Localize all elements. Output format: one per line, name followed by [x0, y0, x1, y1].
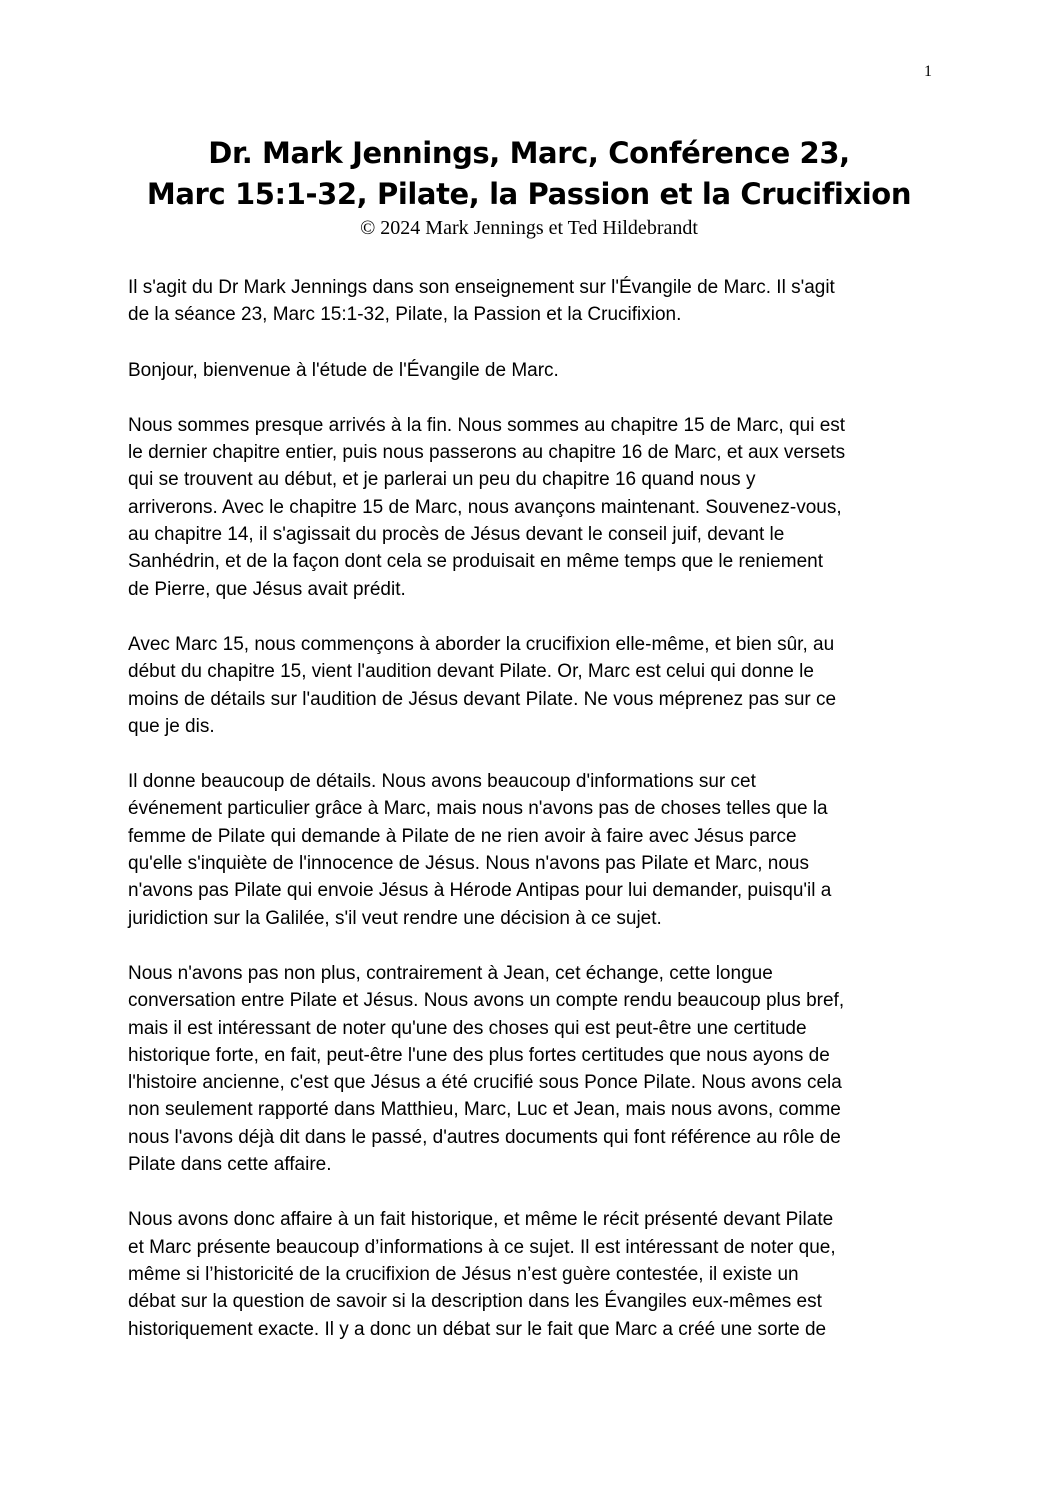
text-line: de Pierre, que Jésus avait prédit.: [128, 578, 406, 600]
text-line: Nous sommes presque arrivés à la fin. Nous sommes au chapitre 15 de Marc, qui est: [128, 414, 846, 436]
text-line: et Marc présente beaucoup d’informations à ce sujet. Il est intéressant de noter que,: [128, 1236, 836, 1258]
text-line: débat sur la question de savoir si la description dans les Évangiles eux-mêmes est: [128, 1291, 822, 1313]
copyright-notice: © 2024 Mark Jennings et Ted Hildebrandt: [360, 217, 698, 239]
paragraph: [128, 274, 934, 329]
page-number: 1: [924, 63, 932, 80]
text-line: n'avons pas Pilate qui envoie Jésus à Hérode Antipas pour lui demander, puisqu'il a: [128, 880, 832, 902]
text-line: mais il est intéressant de noter qu'une des choses qui est peut-être une certitude: [128, 1017, 807, 1039]
text-line: Sanhédrin, et de la façon dont cela se produisait en même temps que le reniement: [128, 551, 823, 573]
document-title-line-2: Marc 15:1-32, Pilate, la Passion et la Crucifixion: [146, 177, 912, 211]
body-text: [128, 274, 934, 1371]
text-line: Nous n'avons pas non plus, contrairement à Jean, cet échange, cette longue: [128, 962, 773, 984]
text-line: qui se trouvent au début, et je parlerai un peu du chapitre 16 quand nous y: [128, 469, 756, 491]
text-line: conversation entre Pilate et Jésus. Nous avons un compte rendu beaucoup plus bref,: [128, 990, 845, 1012]
text-line: Bonjour, bienvenue à l'étude de l'Évangile de Marc.: [128, 359, 559, 381]
title-block: [0, 133, 1058, 240]
paragraph: [128, 1206, 934, 1342]
text-line: de la séance 23, Marc 15:1-32, Pilate, la Passion et la Crucifixion.: [128, 304, 682, 326]
text-line: moins de détails sur l'audition de Jésus devant Pilate. Ne vous méprenez pas sur ce: [128, 688, 837, 710]
text-line: Il donne beaucoup de détails. Nous avons beaucoup d'informations sur cet: [128, 771, 756, 793]
paragraph: [128, 960, 934, 1178]
text-line: événement particulier grâce à Marc, mais nous n'avons pas de choses telles que la: [128, 798, 828, 820]
text-line: nous l'avons déjà dit dans le passé, d'autres documents qui font référence au rôle de: [128, 1126, 841, 1148]
text-line: Avec Marc 15, nous commençons à aborder la crucifixion elle-même, et bien sûr, au: [128, 633, 835, 655]
text-line: Pilate dans cette affaire.: [128, 1154, 332, 1176]
text-line: Nous avons donc affaire à un fait historique, et même le récit présenté devant Pilate: [128, 1209, 834, 1231]
text-line: non seulement rapporté dans Matthieu, Marc, Luc et Jean, mais nous avons, comme: [128, 1099, 841, 1121]
text-line: début du chapitre 15, vient l'audition devant Pilate. Or, Marc est celui qui donne le: [128, 661, 814, 683]
paragraph: [128, 357, 934, 384]
text-line: femme de Pilate qui demande à Pilate de ne rien avoir à faire avec Jésus parce: [128, 825, 797, 847]
text-line: arriverons. Avec le chapitre 15 de Marc, nous avançons maintenant. Souvenez-vous,: [128, 496, 842, 518]
text-line: historiquement exacte. Il y a donc un débat sur le fait que Marc a créé une sorte de: [128, 1318, 827, 1340]
paragraph: [128, 412, 934, 603]
paragraph: [128, 631, 934, 740]
text-line: l'histoire ancienne, c'est que Jésus a été crucifié sous Ponce Pilate. Nous avons cela: [128, 1072, 842, 1094]
text-line: historique forte, en fait, peut-être l'une des plus fortes certitudes que nous ayons de: [128, 1044, 830, 1066]
text-line: le dernier chapitre entier, puis nous passerons au chapitre 16 de Marc, et aux versets: [128, 442, 846, 464]
text-line: juridiction sur la Galilée, s'il veut rendre une décision à ce sujet.: [128, 907, 662, 929]
document-title-line-1: Dr. Mark Jennings, Marc, Conférence 23,: [208, 136, 850, 170]
text-line: Il s'agit du Dr Mark Jennings dans son enseignement sur l'Évangile de Marc. Il s'agit: [128, 277, 835, 298]
paragraph: [128, 768, 934, 932]
text-line: même si l’historicité de la crucifixion de Jésus n’est guère contestée, il existe un: [128, 1263, 799, 1285]
text-line: qu'elle s'inquiète de l'innocence de Jésus. Nous n'avons pas Pilate et Marc, nous: [128, 853, 809, 875]
text-line: au chapitre 14, il s'agissait du procès de Jésus devant le conseil juif, devant le: [128, 524, 785, 546]
text-line: que je dis.: [128, 715, 215, 737]
